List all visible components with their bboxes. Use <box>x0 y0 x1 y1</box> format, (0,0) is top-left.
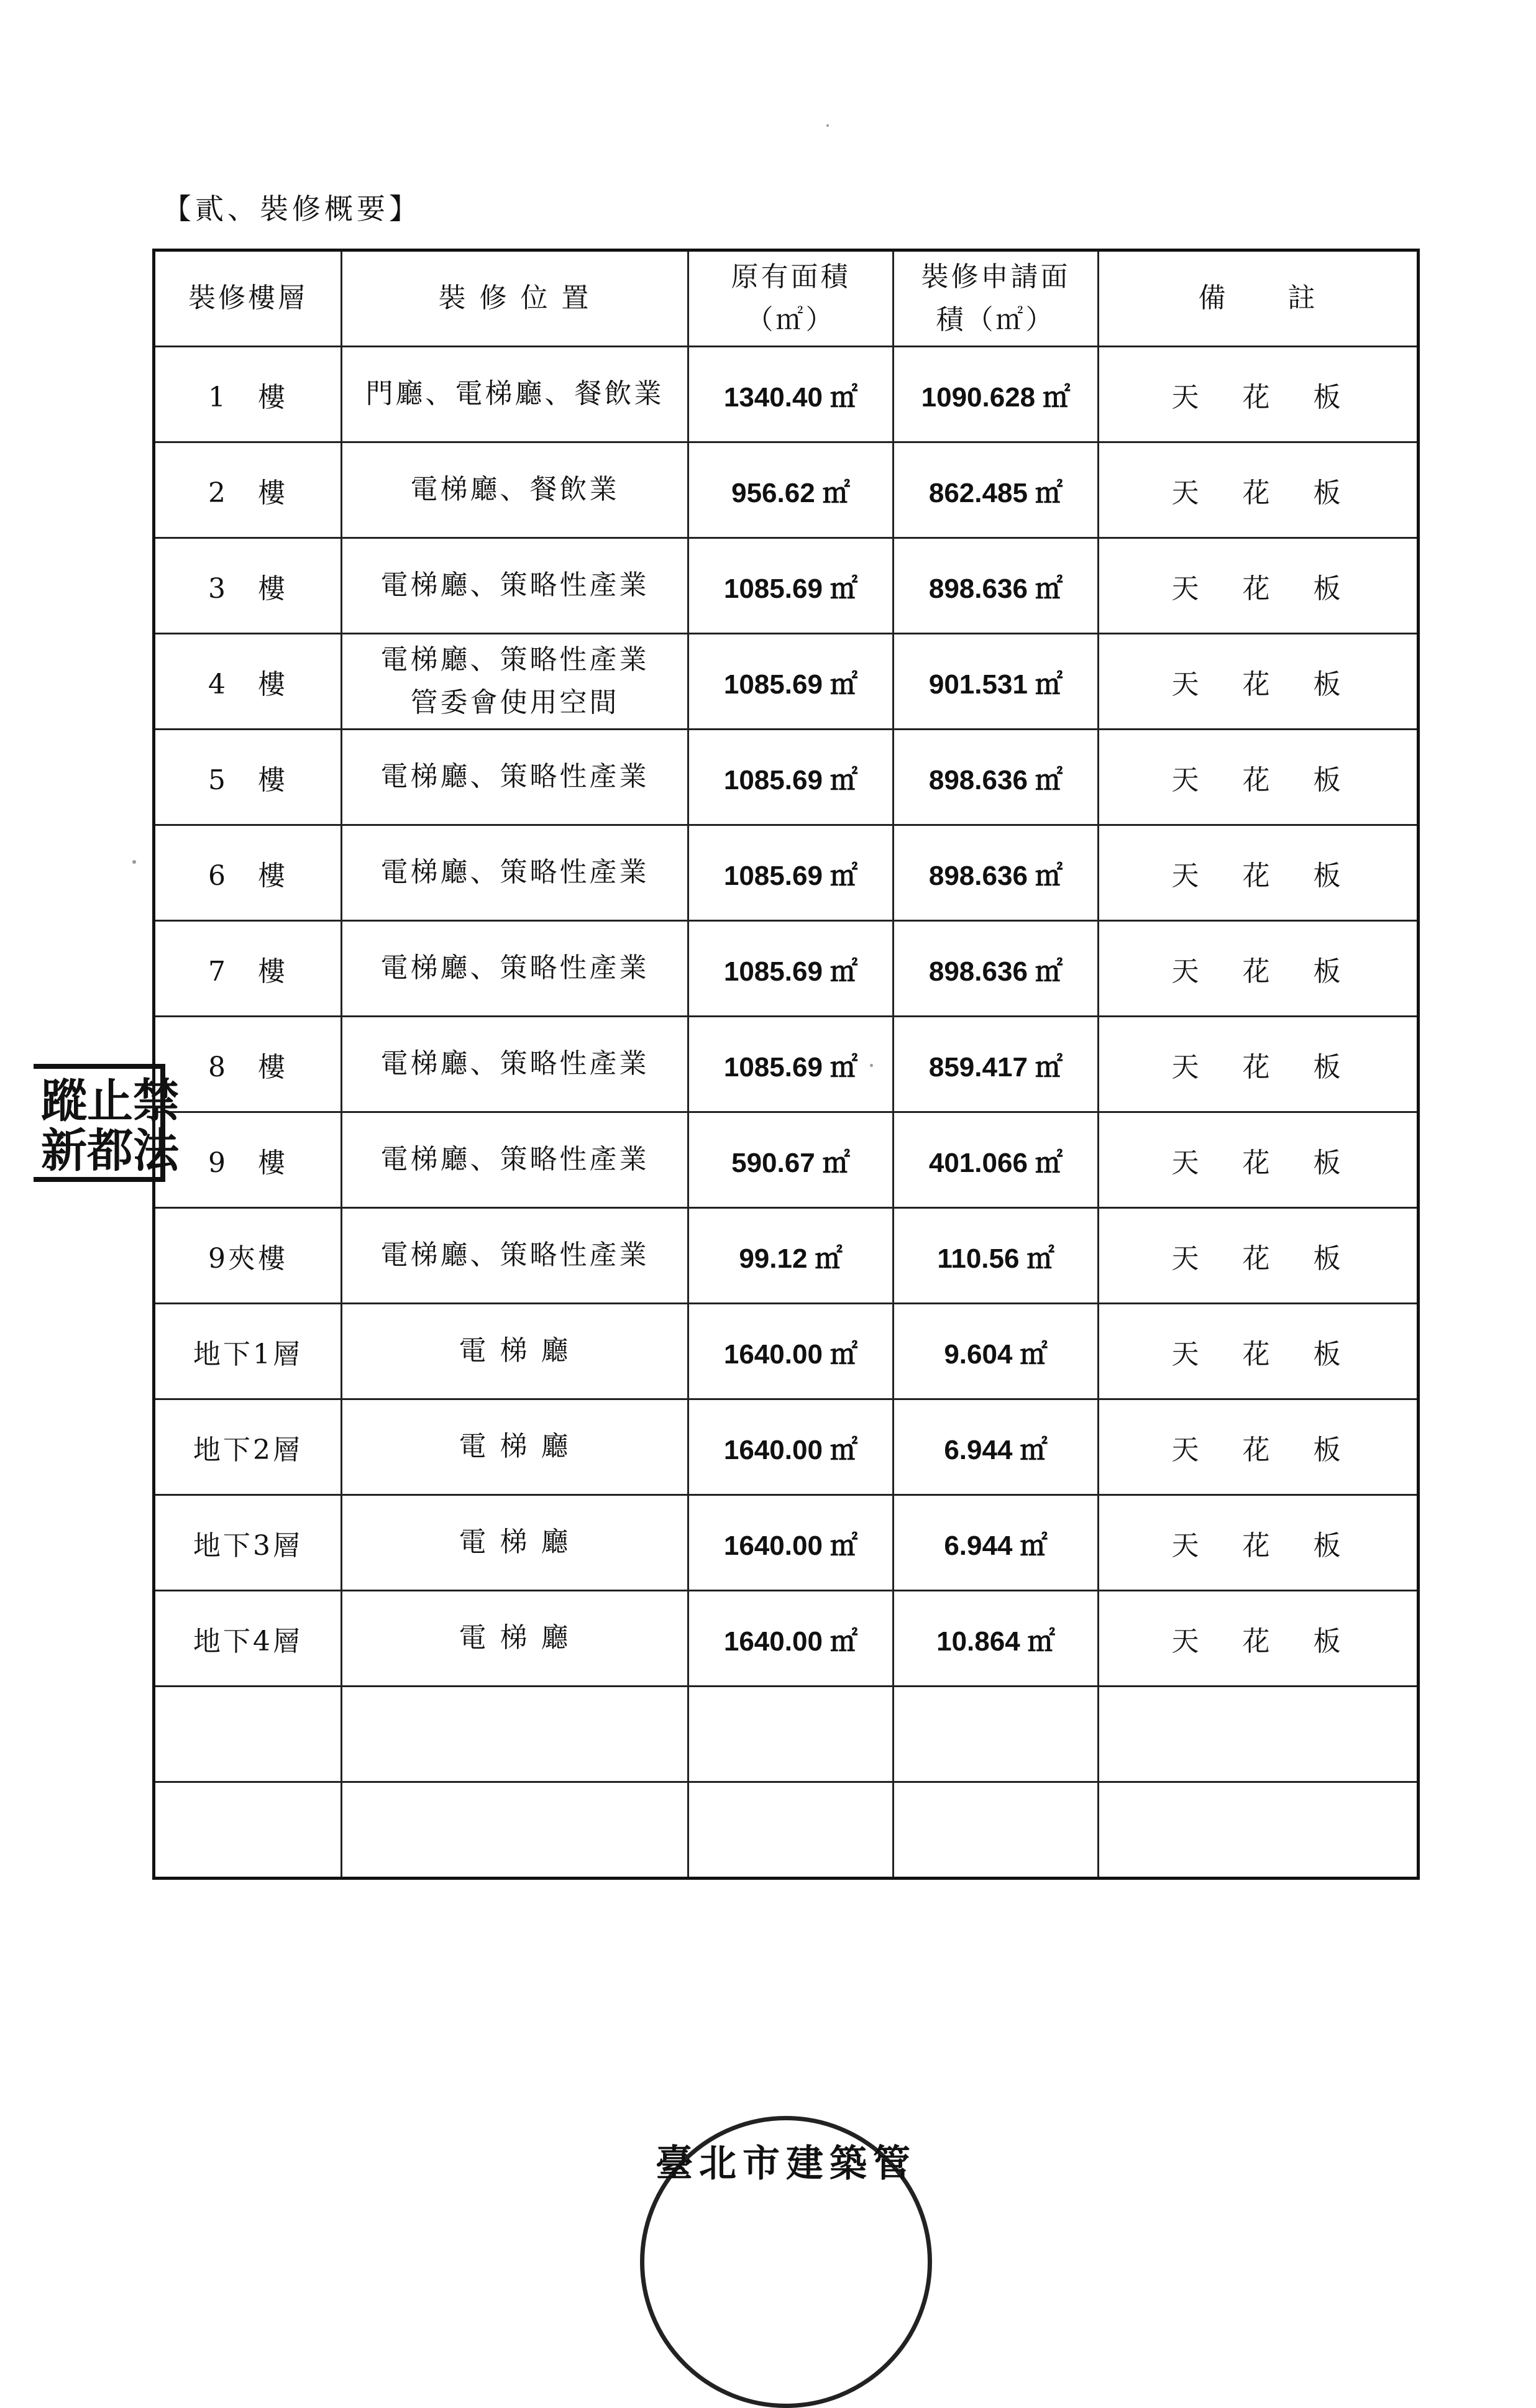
bottom-seal-text: 臺北市建築管 <box>656 2142 917 2186</box>
cell-location: 電 梯 廳 <box>342 1304 688 1399</box>
cell-applied-area <box>894 1782 1099 1879</box>
cell-original-area: 99.12 ㎡ <box>688 1208 894 1304</box>
cell-floor: 9夾樓 <box>154 1208 342 1304</box>
cell-note: 天花板 <box>1099 1112 1419 1208</box>
cell-location: 電梯廳、策略性產業 <box>342 730 688 825</box>
cell-floor <box>154 1687 342 1782</box>
cell-applied-area <box>894 1687 1099 1782</box>
cell-location: 電梯廳、餐飲業 <box>342 442 688 538</box>
scan-speck <box>132 860 136 864</box>
table-row <box>154 1399 1419 1495</box>
table-row <box>154 1112 1419 1208</box>
left-seal-text: 蹤 新 止 都 禁 法 <box>41 1074 179 1178</box>
cell-note: 天花板 <box>1099 825 1419 921</box>
cell-original-area <box>688 1782 894 1879</box>
cell-location: 電 梯 廳 <box>342 1399 688 1495</box>
cell-location: 電梯廳、策略性產業 管委會使用空間 <box>342 634 688 730</box>
cell-applied-area: 898.636 ㎡ <box>894 538 1099 634</box>
table-row <box>154 825 1419 921</box>
cell-original-area: 1085.69 ㎡ <box>688 921 894 1017</box>
table-row <box>154 1687 1419 1782</box>
cell-floor: 9 樓 <box>154 1112 342 1208</box>
cell-original-area: 1085.69 ㎡ <box>688 538 894 634</box>
cell-floor: 地下2層 <box>154 1399 342 1495</box>
cell-original-area: 1085.69 ㎡ <box>688 1017 894 1112</box>
header-location: 裝 修 位 置 <box>342 250 688 347</box>
cell-floor: 地下1層 <box>154 1304 342 1399</box>
bottom-round-seal <box>640 2116 932 2408</box>
cell-original-area: 1340.40 ㎡ <box>688 347 894 442</box>
cell-note: 天花板 <box>1099 347 1419 442</box>
cell-location: 電梯廳、策略性產業 <box>342 1112 688 1208</box>
cell-location: 電 梯 廳 <box>342 1591 688 1687</box>
cell-note <box>1099 1687 1419 1782</box>
header-floor: 裝修樓層 <box>154 250 342 347</box>
cell-floor: 2 樓 <box>154 442 342 538</box>
cell-floor <box>154 1782 342 1879</box>
cell-location: 電梯廳、策略性產業 <box>342 1208 688 1304</box>
table-row <box>154 538 1419 634</box>
cell-note: 天花板 <box>1099 921 1419 1017</box>
cell-floor: 地下3層 <box>154 1495 342 1591</box>
cell-original-area: 1085.69 ㎡ <box>688 825 894 921</box>
left-edge-seal <box>34 1064 179 1182</box>
table-row <box>154 442 1419 538</box>
table-row <box>154 1591 1419 1687</box>
cell-floor: 1 樓 <box>154 347 342 442</box>
cell-note: 天花板 <box>1099 442 1419 538</box>
cell-original-area: 956.62 ㎡ <box>688 442 894 538</box>
cell-applied-area: 898.636 ㎡ <box>894 921 1099 1017</box>
cell-floor: 5 樓 <box>154 730 342 825</box>
cell-floor: 4 樓 <box>154 634 342 730</box>
cell-location <box>342 1687 688 1782</box>
table-row <box>154 1208 1419 1304</box>
cell-location: 電梯廳、策略性產業 <box>342 1017 688 1112</box>
cell-location: 電 梯 廳 <box>342 1495 688 1591</box>
cell-note: 天花板 <box>1099 538 1419 634</box>
cell-floor: 3 樓 <box>154 538 342 634</box>
renovation-summary-table <box>152 249 1420 1880</box>
scan-speck <box>826 124 829 127</box>
cell-note: 天花板 <box>1099 1591 1419 1687</box>
cell-note: 天花板 <box>1099 634 1419 730</box>
table-row <box>154 921 1419 1017</box>
cell-applied-area: 6.944 ㎡ <box>894 1495 1099 1591</box>
cell-location: 電梯廳、策略性產業 <box>342 921 688 1017</box>
cell-note: 天花板 <box>1099 1495 1419 1591</box>
cell-floor: 地下4層 <box>154 1591 342 1687</box>
cell-location: 門廳、電梯廳、餐飲業 <box>342 347 688 442</box>
cell-location: 電梯廳、策略性產業 <box>342 825 688 921</box>
cell-note <box>1099 1782 1419 1879</box>
cell-note: 天花板 <box>1099 1208 1419 1304</box>
cell-applied-area: 901.531 ㎡ <box>894 634 1099 730</box>
table-row <box>154 634 1419 730</box>
cell-original-area: 1640.00 ㎡ <box>688 1591 894 1687</box>
scan-speck <box>870 1064 873 1067</box>
cell-note: 天花板 <box>1099 1304 1419 1399</box>
cell-original-area <box>688 1687 894 1782</box>
cell-original-area: 1085.69 ㎡ <box>688 634 894 730</box>
cell-location: 電梯廳、策略性產業 <box>342 538 688 634</box>
cell-applied-area: 401.066 ㎡ <box>894 1112 1099 1208</box>
cell-floor: 7 樓 <box>154 921 342 1017</box>
cell-floor: 6 樓 <box>154 825 342 921</box>
table-header-row <box>154 250 1419 347</box>
cell-note: 天花板 <box>1099 1399 1419 1495</box>
cell-applied-area: 1090.628 ㎡ <box>894 347 1099 442</box>
cell-applied-area: 898.636 ㎡ <box>894 825 1099 921</box>
header-original-area: 原有面積 （㎡） <box>688 250 894 347</box>
cell-applied-area: 862.485 ㎡ <box>894 442 1099 538</box>
table-row <box>154 1304 1419 1399</box>
cell-original-area: 1640.00 ㎡ <box>688 1399 894 1495</box>
cell-applied-area: 10.864 ㎡ <box>894 1591 1099 1687</box>
cell-applied-area: 9.604 ㎡ <box>894 1304 1099 1399</box>
table-row <box>154 1495 1419 1591</box>
cell-location <box>342 1782 688 1879</box>
table-row <box>154 1017 1419 1112</box>
cell-applied-area: 110.56 ㎡ <box>894 1208 1099 1304</box>
section-heading: 【貳、裝修概要】 <box>163 192 421 226</box>
header-applied-area: 裝修申請面 積（㎡） <box>894 250 1099 347</box>
cell-original-area: 1640.00 ㎡ <box>688 1304 894 1399</box>
cell-floor: 8 樓 <box>154 1017 342 1112</box>
cell-note: 天花板 <box>1099 730 1419 825</box>
table-row <box>154 730 1419 825</box>
table-row <box>154 1782 1419 1879</box>
cell-original-area: 1640.00 ㎡ <box>688 1495 894 1591</box>
cell-note: 天花板 <box>1099 1017 1419 1112</box>
cell-original-area: 590.67 ㎡ <box>688 1112 894 1208</box>
cell-applied-area: 6.944 ㎡ <box>894 1399 1099 1495</box>
header-note: 備 註 <box>1099 250 1419 347</box>
cell-original-area: 1085.69 ㎡ <box>688 730 894 825</box>
cell-applied-area: 859.417 ㎡ <box>894 1017 1099 1112</box>
table-row <box>154 347 1419 442</box>
cell-applied-area: 898.636 ㎡ <box>894 730 1099 825</box>
